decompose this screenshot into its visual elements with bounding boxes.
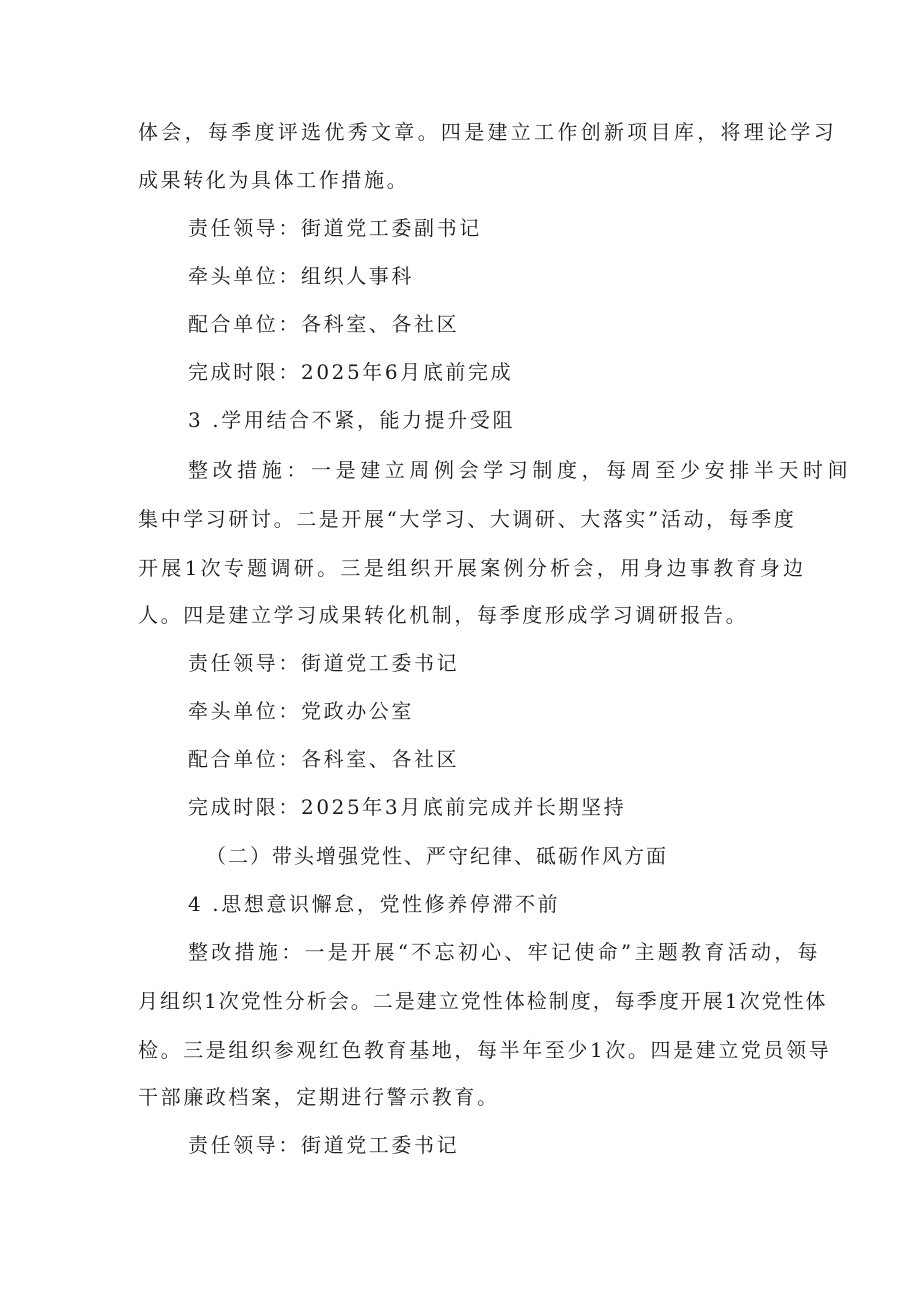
responsible-leader-line: 责任领导：街道党工委书记 xyxy=(188,1133,460,1157)
deadline-line: 完成时限：2025年6月底前完成 xyxy=(188,360,514,384)
paragraph-line: 集中学习研讨。二是开展“大学习、大调研、大落实”活动，每季度 xyxy=(138,507,797,531)
responsible-leader-line: 责任领导：街道党工委副书记 xyxy=(188,216,482,240)
cooperating-unit-line: 配合单位：各科室、各社区 xyxy=(188,312,460,336)
rectification-measures-line: 整改措施：一是开展“不忘初心、牢记使命”主题教育活动，每 xyxy=(188,940,821,964)
lead-unit-line: 牵头单位：组织人事科 xyxy=(188,264,414,288)
rectification-measures-line: 整改措施：一是建立周例会学习制度，每周至少安排半天时间 xyxy=(188,458,853,482)
paragraph-line: 体会，每季度评选优秀文章。四是建立工作创新项目库，将理论学习 xyxy=(138,120,837,144)
paragraph-line: 成果转化为具体工作措施。 xyxy=(138,168,410,192)
paragraph-line: 干部廉政档案，定期进行警示教育。 xyxy=(138,1085,500,1109)
paragraph-line: 月组织1次党性分析会。二是建立党性体检制度，每季度开展1次党性体 xyxy=(138,989,828,1013)
lead-unit-line: 牵头单位：党政办公室 xyxy=(188,699,414,723)
cooperating-unit-line: 配合单位：各科室、各社区 xyxy=(188,747,460,771)
paragraph-line: 人。四是建立学习成果转化机制，每季度形成学习调研报告。 xyxy=(138,603,749,627)
responsible-leader-line: 责任领导：街道党工委书记 xyxy=(188,651,460,675)
deadline-line: 完成时限：2025年3月底前完成并长期坚持 xyxy=(188,795,627,819)
issue-heading-3: 3 .学用结合不紧，能力提升受阻 xyxy=(188,408,516,432)
section-heading-2: （二）带头增强党性、严守纪律、砥砺作风方面 xyxy=(206,844,668,868)
issue-heading-4: 4 .思想意识懈怠，党性修养停滞不前 xyxy=(188,892,561,916)
paragraph-line: 开展1次专题调研。三是组织开展案例分析会，用身边事教育身边 xyxy=(138,556,807,580)
paragraph-line: 检。三是组织参观红色教育基地，每半年至少1次。四是建立党员领导 xyxy=(138,1038,832,1062)
